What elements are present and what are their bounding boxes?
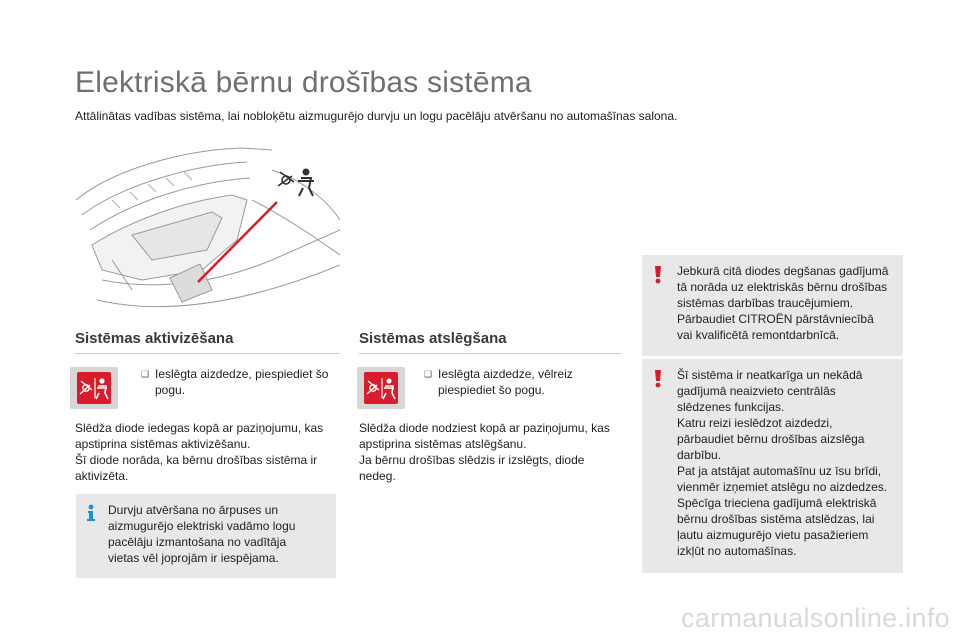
text-line: pārbaudiet bērnu drošības aizslēga bbox=[677, 432, 865, 446]
page-title: Elektriskā bērnu drošības sistēma bbox=[75, 66, 532, 99]
bullet-icon: ❑ bbox=[141, 369, 150, 379]
text-line: Šī sistēma ir neatkarīga un nekādā bbox=[677, 368, 863, 382]
text-line: Ja bērnu drošības slēdzis ir izslēgts, diode bbox=[359, 453, 585, 467]
door-panel-illustration bbox=[72, 140, 340, 330]
text-line: slēdzenes funkcijas. bbox=[677, 400, 785, 414]
text-line: izkļūt no automašīnas. bbox=[677, 544, 797, 558]
text-line: pacēlāju izmantošana no vadītāja bbox=[108, 535, 287, 549]
text-line: vienmēr izņemiet atslēgu no aizdedzes. bbox=[677, 480, 888, 494]
deactivation-step-line: Ieslēgta aizdedze, vēlreiz bbox=[438, 367, 573, 381]
divider bbox=[75, 353, 340, 354]
text-line: sistēmas darbības traucējumiem. bbox=[677, 296, 854, 310]
warning-box bbox=[642, 359, 903, 573]
text-line: Katru reizi ieslēdzot aizdedzi, bbox=[677, 416, 833, 430]
text-line: gadījumā neaizvieto centrālās bbox=[677, 384, 836, 398]
page-subtitle: Attālinātas vadības sistēma, lai nobloķētu aizmugurējo durvju un logu pacēlāju atvēršanu no automašīnas salona. bbox=[75, 109, 678, 123]
text-line: Slēdža diode nodziest kopā ar paziņojumu, kas bbox=[359, 421, 610, 435]
divider bbox=[359, 353, 621, 354]
text-line: darbību. bbox=[677, 448, 722, 462]
text-line: tā norāda uz elektriskās bērnu drošības bbox=[677, 280, 888, 294]
bullet-icon: ❑ bbox=[424, 369, 433, 379]
warning-box bbox=[642, 255, 903, 356]
text-line: aizmugurējo elektriski vadāmo logu bbox=[108, 519, 296, 533]
deactivation-heading: Sistēmas atslēgšana bbox=[359, 330, 507, 347]
text-line: bērnu drošības sistēma atslēdzas, lai bbox=[677, 512, 875, 526]
text-line: Pat ja atstājat automašīnu uz īsu brīdi, bbox=[677, 464, 882, 478]
activation-step-line: pogu. bbox=[155, 383, 186, 397]
child-lock-icon-large bbox=[278, 169, 314, 197]
warning-icon bbox=[650, 266, 666, 284]
info-box bbox=[76, 494, 336, 578]
text-line: Pārbaudiet CITROËN pārstāvniecībā bbox=[677, 312, 874, 326]
text-line: Šī diode norāda, ka bērnu drošības sistēma ir bbox=[75, 453, 318, 467]
text-line: vai kvalificētā remontdarbnīcā. bbox=[677, 328, 840, 342]
deactivation-step-line: piespiediet šo pogu. bbox=[438, 383, 545, 397]
warning-icon bbox=[650, 370, 666, 388]
watermark: carmanualsonline.info bbox=[681, 603, 950, 633]
text-line: nedeg. bbox=[359, 469, 396, 483]
text-line: Jebkurā citā diodes degšanas gadījumā bbox=[677, 264, 889, 278]
text-line: apstiprina sistēmas aktivizēšanu. bbox=[75, 437, 251, 451]
text-line: vietas vēl joprojām ir iespējama. bbox=[108, 551, 279, 565]
text-line: Spēcīga trieciena gadījumā elektriskā bbox=[677, 496, 877, 510]
text-line: ļautu aizmugurējo vietu pasažieriem bbox=[677, 528, 869, 542]
text-line: Slēdža diode iedegas kopā ar paziņojumu, kas bbox=[75, 421, 324, 435]
child-lock-button-icon bbox=[70, 367, 118, 409]
text-line: aktivizēta. bbox=[75, 469, 129, 483]
deactivation-description bbox=[359, 420, 629, 484]
activation-step-line: Ieslēgta aizdedze, piespiediet šo bbox=[155, 367, 329, 381]
text-line: Durvju atvēršana no ārpuses un bbox=[108, 503, 279, 517]
info-icon bbox=[83, 504, 99, 522]
activation-heading: Sistēmas aktivizēšana bbox=[75, 330, 234, 347]
text-line: apstiprina sistēmas atslēgšanu. bbox=[359, 437, 527, 451]
child-lock-button-icon bbox=[357, 367, 405, 409]
activation-description bbox=[75, 420, 345, 484]
